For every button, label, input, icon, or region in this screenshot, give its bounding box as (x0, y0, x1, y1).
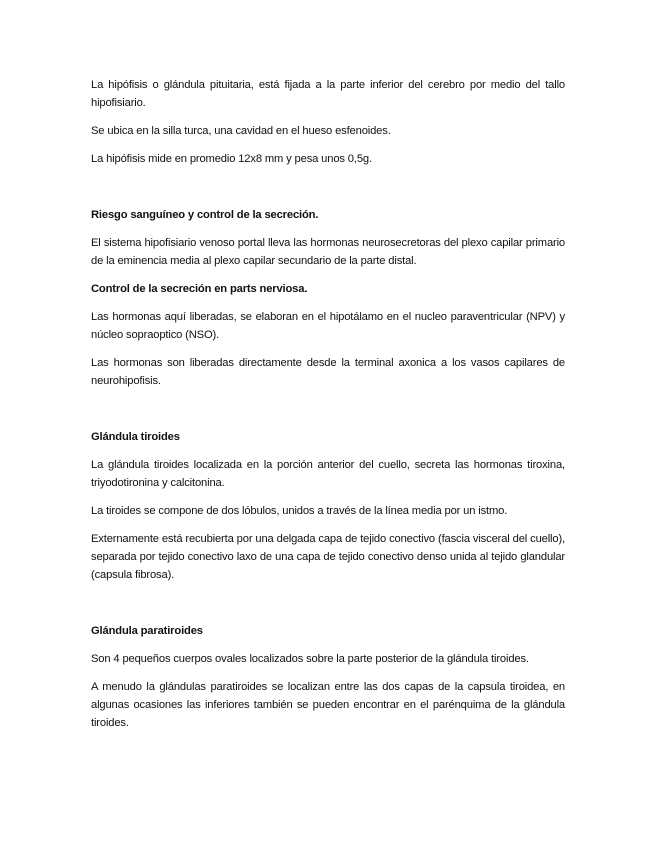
paragraph-silla-turca: Se ubica en la silla turca, una cavidad en el hueso esfenoides. (91, 125, 391, 137)
paragraph-tiroides-capsula: Externamente está recubierta por una delgada capa de tejido conectivo (fascia visceral del cuello), separada por tejido conectivo laxo de una capa de tejido conectivo denso unida al tejido glandular (capsula fibrosa). (91, 533, 565, 581)
section-gap (91, 594, 565, 622)
section-gap (91, 400, 565, 428)
section-gap (91, 178, 565, 206)
paragraph-tiroides-lobulos: La tiroides se compone de dos lóbulos, unidos a través de la línea media por un istmo. (91, 505, 508, 517)
document-page (91, 76, 565, 742)
paragraph-sistema-portal: El sistema hipofisiario venoso portal lleva las hormonas neurosecretoras del plexo capilar primario de la eminencia media al plexo capilar secundario de la parte distal. (91, 237, 565, 267)
paragraph-paratiroides-intro: Son 4 pequeños cuerpos ovales localizados sobre la parte posterior de la glándula tiroides. (91, 653, 529, 665)
heading-riesgo-sanguineo: Riesgo sanguíneo y control de la secreción. (91, 209, 319, 221)
paragraph-hipofisis-size: La hipófisis mide en promedio 12x8 mm y pesa unos 0,5g. (91, 153, 372, 165)
paragraph-paratiroides-ubicacion: A menudo la glándulas paratiroides se localizan entre las dos capas de la capsula tiroidea, en algunas ocasiones las inferiores también se pueden encontrar en el parénquima de la glándula tiroides. (91, 681, 565, 729)
paragraph-hipofisis-intro: La hipófisis o glándula pituitaria, está fijada a la parte inferior del cerebro por medio del tallo hipofisiario. (91, 79, 565, 109)
paragraph-hormonas-hipotalamo: Las hormonas aquí liberadas, se elaboran en el hipotálamo en el nucleo paraventricular (NPV) y núcleo sopraoptico (NSO). (91, 311, 565, 341)
heading-glandula-tiroides: Glándula tiroides (91, 431, 180, 443)
paragraph-tiroides-intro: La glándula tiroides localizada en la porción anterior del cuello, secreta las hormonas tiroxina, triyodotironina y calcitonina. (91, 459, 565, 489)
paragraph-hormonas-liberadas: Las hormonas son liberadas directamente desde la terminal axonica a los vasos capilares de neurohipofisis. (91, 357, 565, 387)
subheading-control-secrecion: Control de la secreción en parts nerviosa. (91, 283, 308, 295)
heading-glandula-paratiroides: Glándula paratiroides (91, 625, 203, 637)
